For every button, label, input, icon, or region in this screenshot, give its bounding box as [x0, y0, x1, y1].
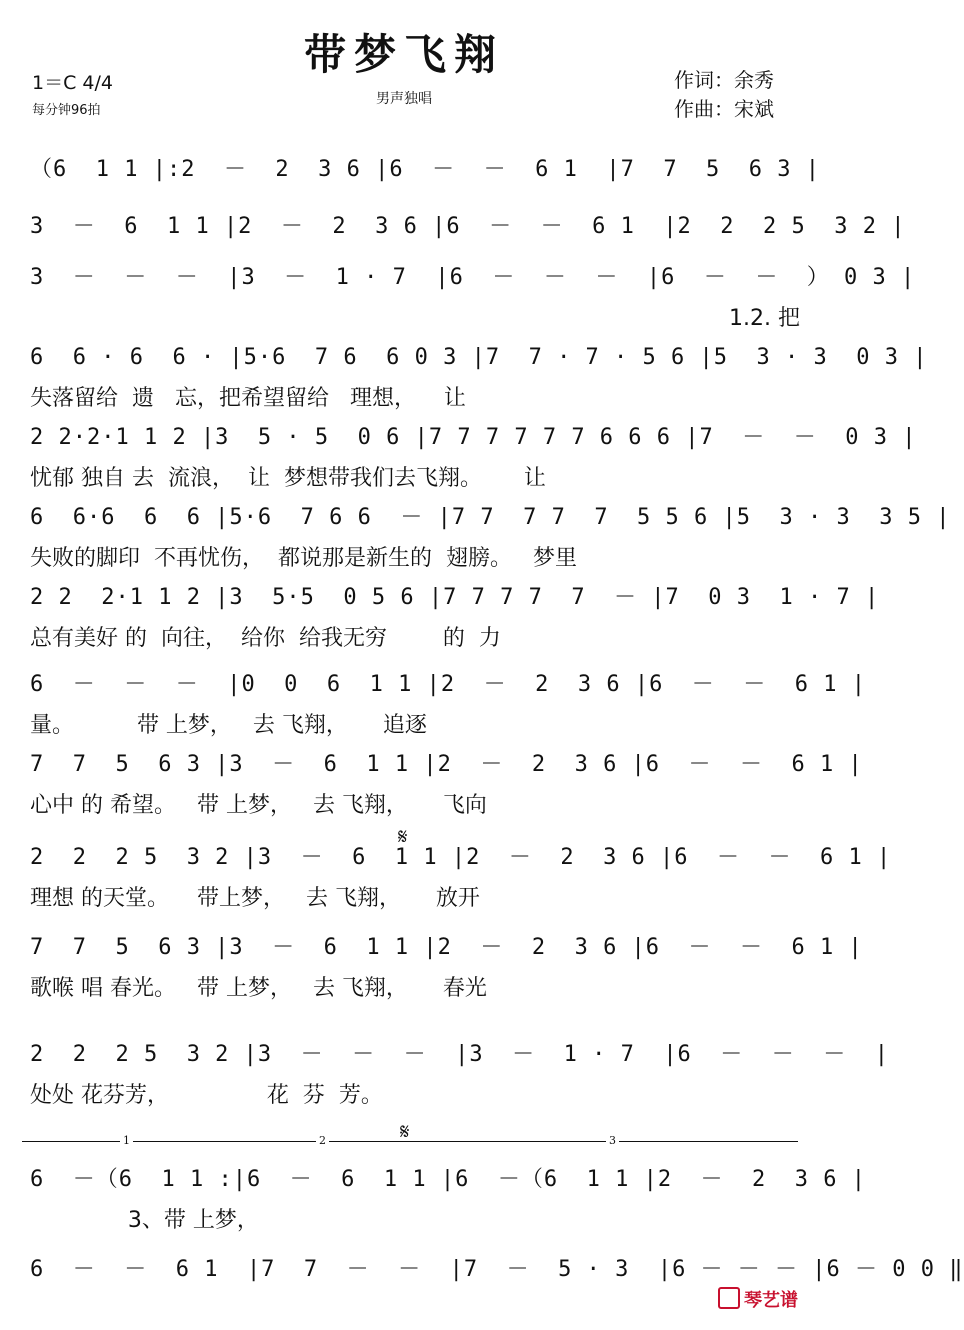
- score-line: [30, 338, 928, 418]
- notation-line: 7 7 5 6 3 |3 － 6 1 1 |2 － 2 3 6 |6 － － 6 1 |: [30, 752, 863, 777]
- volta-bracket-2: 2: [218, 1141, 414, 1156]
- score-line: [30, 1035, 890, 1115]
- notation-line: 6 6·6 6 6 |5·6 7 6 6 － |7 7 7 7 7 5 5 6 |5 3 · 3 3 5 |: [30, 505, 951, 530]
- lyric-line: 处处 花芬芳， 花 芬 芳。: [30, 1083, 383, 1108]
- score-line: [30, 928, 863, 1008]
- song-title: 带梦飞翔: [303, 30, 504, 79]
- volta-bracket-1: 1: [22, 1141, 218, 1156]
- notation-line: 6 6 · 6 6 · |5·6 7 6 6 0 3 |7 7 · 7 · 5 6 |5 3 · 3 0 3 |: [30, 345, 928, 370]
- tempo-marking: 每分钟96拍: [32, 103, 101, 118]
- notation-line: 2 2·2·1 1 2 |3 5 · 5 0 6 |7 7 7 7 7 7 6 6 6 |7 － － 0 3 |: [30, 425, 917, 450]
- score-line: [30, 418, 917, 498]
- performance-note: 男声独唱: [376, 91, 432, 107]
- segno-sign: 𝄋: [400, 1120, 410, 1145]
- watermark-logo: 琴艺谱: [718, 1286, 798, 1312]
- lyric-line: 歌喉 唱 春光。 带 上梦， 去 飞翔， 春光: [30, 976, 487, 1001]
- lyric-line: 3、带 上梦，: [30, 1208, 259, 1233]
- lyric-line: 理想 的天堂。 带上梦， 去 飞翔， 放开: [30, 886, 480, 911]
- notation-line: 2 2 2 5 3 2 |3 － 6 1 1 |2 － 2 3 6 |6 － － 6 1 |: [30, 845, 892, 870]
- score-line: [30, 1250, 964, 1330]
- lyric-line: 量。 带 上梦， 去 飞翔， 追逐: [30, 713, 427, 738]
- composer-credit: 作曲：宋斌: [674, 97, 774, 121]
- segno-sign: 𝄋: [398, 825, 408, 850]
- logo-icon: [718, 1287, 740, 1309]
- lyric-line: 心中 的 希望。 带 上梦， 去 飞翔， 飞向: [30, 793, 487, 818]
- lyricist-credit: 作词：余秀: [674, 68, 774, 92]
- notation-line: 6 － － － |0 0 6 1 1 |2 － 2 3 6 |6 － － 6 1 |: [30, 672, 867, 697]
- notation-line: 2 2 2·1 1 2 |3 5·5 0 5 6 |7 7 7 7 7 － |7 0 3 1 · 7 |: [30, 585, 880, 610]
- lyric-line: 忧郁 独自 去 流浪， 让 梦想带我们去飞翔。 让: [30, 466, 546, 491]
- lyric-line: 总有美好 的 向往， 给你 给我无穷 的 力: [30, 626, 501, 651]
- notation-line: 3 － 6 1 1 |2 － 2 3 6 |6 － － 6 1 |2 2 2 5 3 2 |: [30, 214, 906, 239]
- notation-line: 6 － － 6 1 |7 7 － － |7 － 5 · 3 |6 － － － |6 － 0 0 ‖: [30, 1257, 964, 1282]
- notation-line: 6 －（6 1 1 :|6 － 6 1 1 |6 －（6 1 1 |2 － 2 3 6 |: [30, 1167, 867, 1192]
- lyric-line: 失落留给 遗 忘，把希望留给 理想， 让: [30, 386, 466, 411]
- lyric-line: 1.2. 把: [729, 306, 800, 331]
- score-line: [30, 578, 880, 658]
- score-line: [30, 745, 863, 825]
- score-line: [30, 665, 867, 745]
- volta-bracket-3: 3: [414, 1141, 798, 1156]
- notation-line: 7 7 5 6 3 |3 － 6 1 1 |2 － 2 3 6 |6 － － 6 1 |: [30, 935, 863, 960]
- key-signature: 1＝C 4/4: [32, 72, 113, 94]
- lyric-line: 失败的脚印 不再忧伤， 都说那是新生的 翅膀。 梦里: [30, 546, 577, 571]
- score-line: [30, 838, 892, 918]
- score-line: [30, 498, 951, 578]
- notation-line: （6 1 1 |:2 － 2 3 6 |6 － － 6 1 |7 7 5 6 3 |: [30, 157, 821, 182]
- notation-line: 3 － － － |3 － 1 · 7 |6 － － － |6 － － ） 0 3 |: [30, 265, 916, 290]
- score-line: [30, 258, 916, 338]
- score-line: [30, 1160, 867, 1240]
- notation-line: 2 2 2 5 3 2 |3 － － － |3 － 1 · 7 |6 － － － |: [30, 1042, 890, 1067]
